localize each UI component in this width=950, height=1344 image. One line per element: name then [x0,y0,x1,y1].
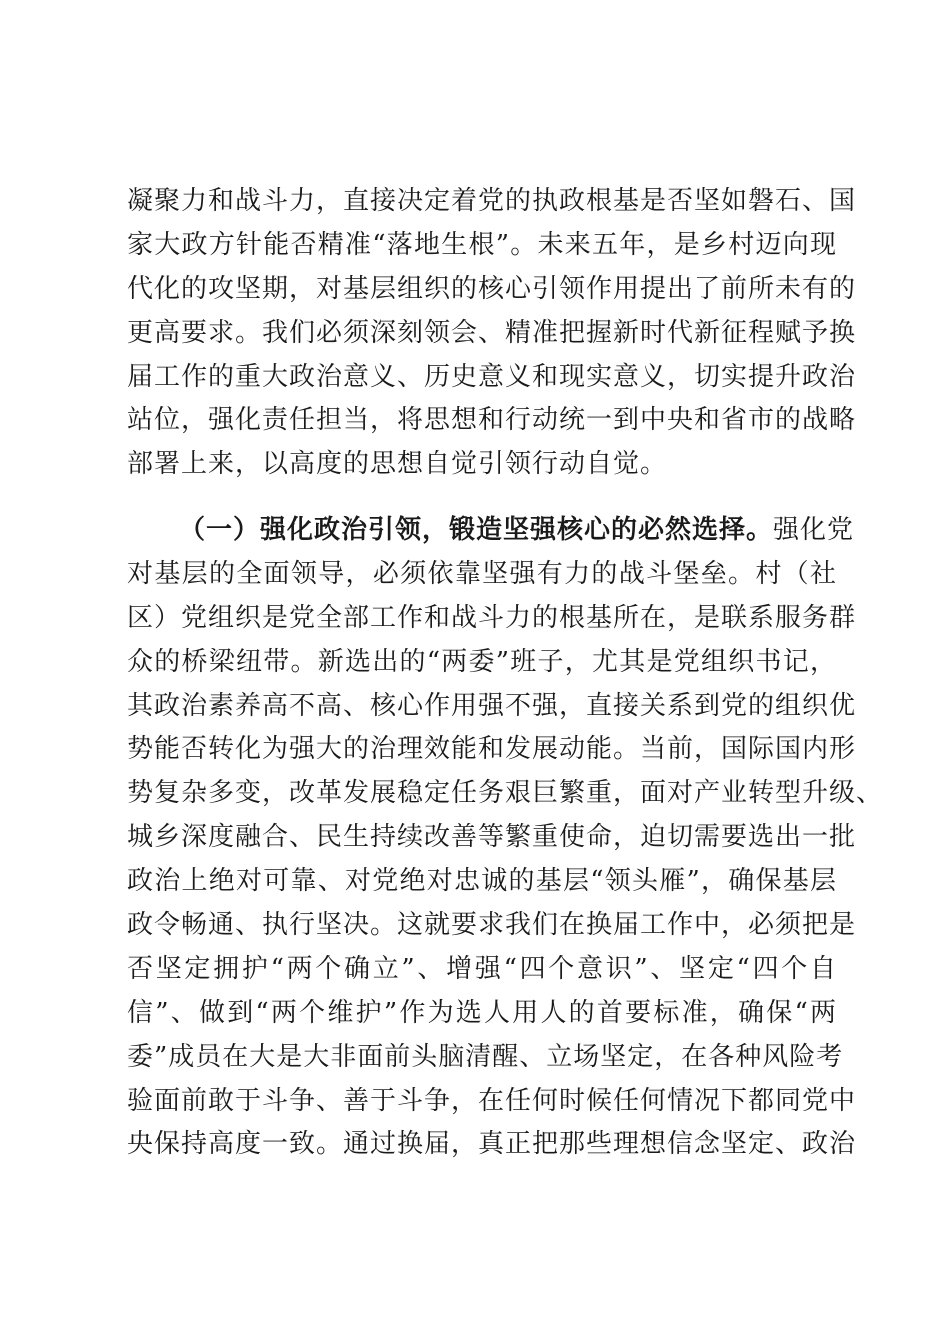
paragraph-line: 凝聚力和战斗力，直接决定着党的执政根基是否坚如磐石、国 [127,186,857,216]
paragraph-line: 验面前敢于斗争、善于斗争，在任何时候任何情况下都同党中 [127,1085,857,1116]
paragraph-line: 城乡深度融合、民生持续改善等繁重使命，迫切需要选出一批 [127,822,857,853]
paragraph-line: 站位，强化责任担当，将思想和行动统一到中央和省市的战略 [127,405,857,436]
paragraph-line: 家大政方针能否精准“落地生根”。未来五年，是乡村迈向现 [127,229,837,260]
paragraph-line: 代化的攻坚期，对基层组织的核心引领作用提出了前所未有的 [127,273,857,304]
paragraph-line: 势能否转化为强大的治理效能和发展动能。当前，国际国内形 [127,734,857,765]
paragraph-line: 政令畅通、执行坚决。这就要求我们在换届工作中，必须把是 [127,910,857,941]
section-first-line [127,509,855,553]
paragraph-line: 区）党组织是党全部工作和战斗力的根基所在，是联系服务群 [127,602,857,633]
paragraph-line: 信”、做到“两个维护”作为选人用人的首要标准，确保“两 [127,997,837,1028]
section-first-line-rest: 强化党 [773,515,855,545]
paragraph-line: 届工作的重大政治意义、历史意义和现实意义，切实提升政治 [127,361,857,392]
paragraph-line: 势复杂多变，改革发展稳定任务艰巨繁重，面对产业转型升级、 [127,778,884,809]
paragraph-line: 更高要求。我们必须深刻领会、精准把握新时代新征程赋予换 [127,317,857,348]
paragraph-line: 委”成员在大是大非面前头脑清醒、立场坚定，在各种风险考 [127,1041,844,1072]
paragraph-line: 对基层的全面领导，必须依靠坚强有力的战斗堡垒。村（社 [127,558,837,589]
paragraph-section-one [127,509,884,1167]
section-heading: （一）强化政治引领，锻造坚强核心的必然选择。 [179,515,774,545]
paragraph-line: 政治上绝对可靠、对党绝对忠诚的基层“领头雁”，确保基层 [127,866,837,897]
paragraph-intro [127,180,857,487]
paragraph-line: 其政治素养高不高、核心作用强不强，直接关系到党的组织优 [127,690,857,721]
paragraph-line: 众的桥梁纽带。新选出的“两委”班子，尤其是党组织书记， [127,646,837,677]
paragraph-line: 央保持高度一致。通过换届，真正把那些理想信念坚定、政治 [127,1129,857,1160]
paragraph-line: 否坚定拥护“两个确立”、增强“四个意识”、坚定“四个自 [127,953,837,984]
paragraph-line: 部署上来，以高度的思想自觉引领行动自觉。 [127,449,668,480]
